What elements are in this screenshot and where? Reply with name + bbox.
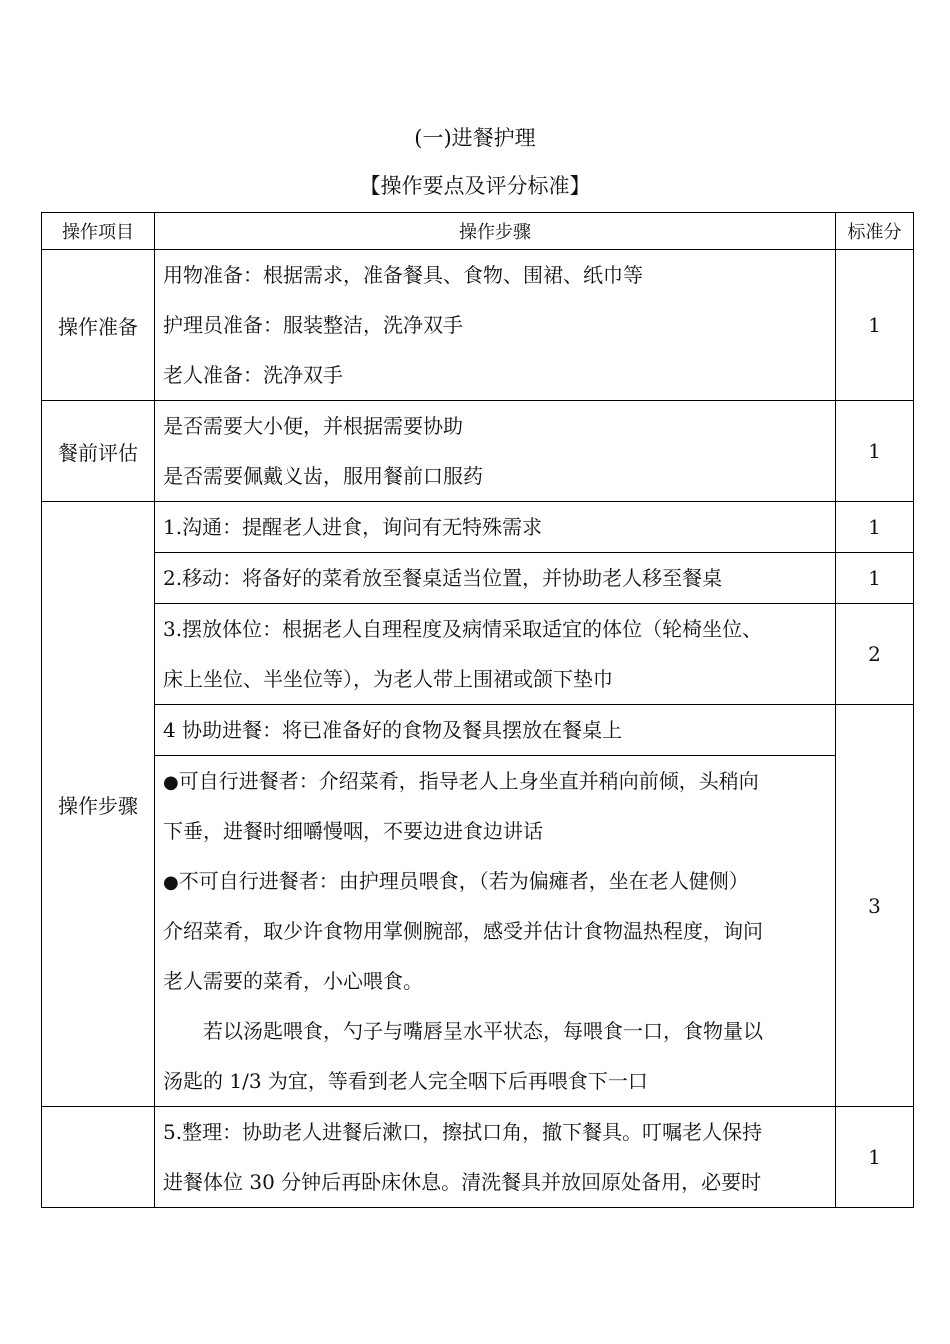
table-row <box>42 401 914 502</box>
page-title: (一)进餐护理 <box>414 126 536 150</box>
score-cell-s5: 1 <box>836 1107 914 1208</box>
text-line: 进餐体位 30 分钟后再卧床休息。清洗餐具并放回原处备用，必要时 <box>163 1170 762 1194</box>
self-feeding-text: 可自行进餐者：介绍菜肴，指导老人上身坐直并稍向前倾，头稍向 <box>178 769 759 793</box>
steps-cell-s1 <box>155 502 836 553</box>
text-line: 老人准备：洗净双手 <box>163 363 343 387</box>
text-line: 用物准备：根据需求，准备餐具、食物、围裙、纸巾等 <box>163 263 643 287</box>
text-line <box>163 756 827 806</box>
steps-cell-prep <box>155 250 836 401</box>
table-row <box>42 250 914 401</box>
text-line: 2.移动：将备好的菜肴放至餐桌适当位置，并协助老人移至餐桌 <box>163 566 723 590</box>
table-row <box>42 705 914 756</box>
text-line: 是否需要佩戴义齿，服用餐前口服药 <box>163 464 483 488</box>
steps-cell-s3 <box>155 604 836 705</box>
table-row <box>42 1107 914 1208</box>
item-cell-empty <box>42 1107 155 1208</box>
text-line: 老人需要的菜肴，小心喂食。 <box>163 969 423 993</box>
text-line: 护理员准备：服装整洁，洗净双手 <box>163 313 463 337</box>
score-cell-assess: 1 <box>836 401 914 502</box>
text-line: 若以汤匙喂食，勺子与嘴唇呈水平状态，每喂食一口，食物量以 <box>203 1019 763 1043</box>
bullet-icon: ● <box>163 772 179 793</box>
item-cell-steps: 操作步骤 <box>42 502 155 1107</box>
assisted-feeding-text: 不可自行进餐者：由护理员喂食，（若为偏瘫者，坐在老人健侧） <box>178 869 749 893</box>
table-row <box>42 756 914 1107</box>
steps-cell-s4-body <box>155 756 836 1107</box>
scoring-table <box>41 212 914 1208</box>
text-line: 下垂，进餐时细嚼慢咽，不要边进食边讲话 <box>163 819 543 843</box>
steps-cell-s4-header <box>155 705 836 756</box>
column-header-item: 操作项目 <box>42 213 155 250</box>
column-header-steps: 操作步骤 <box>155 213 836 250</box>
text-line: 4 协助进餐：将已准备好的食物及餐具摆放在餐桌上 <box>163 718 623 742</box>
table-header-row <box>42 213 914 250</box>
table-row <box>42 553 914 604</box>
column-header-score: 标准分 <box>836 213 914 250</box>
steps-cell-s2 <box>155 553 836 604</box>
steps-cell-assess <box>155 401 836 502</box>
table-row <box>42 502 914 553</box>
text-line: 1.沟通：提醒老人进食，询问有无特殊需求 <box>163 515 543 539</box>
bullet-icon: ● <box>163 872 179 893</box>
text-line: 床上坐位、半坐位等），为老人带上围裙或颌下垫巾 <box>163 667 613 691</box>
table-row <box>42 604 914 705</box>
steps-cell-s5 <box>155 1107 836 1208</box>
score-cell-s4: 3 <box>836 705 914 1107</box>
page-subtitle: 【操作要点及评分标准】 <box>359 174 591 198</box>
text-line: 5.整理：协助老人进餐后漱口，擦拭口角，撤下餐具。叮嘱老人保持 <box>163 1120 763 1144</box>
text-line: 介绍菜肴，取少许食物用掌侧腕部，感受并估计食物温热程度，询问 <box>163 919 763 943</box>
text-line: 汤匙的 1/3 为宜，等看到老人完全咽下后再喂食下一口 <box>163 1069 648 1093</box>
score-cell-s2: 1 <box>836 553 914 604</box>
item-cell-prep: 操作准备 <box>42 250 155 401</box>
text-line: 是否需要大小便，并根据需要协助 <box>163 414 463 438</box>
score-cell-s3: 2 <box>836 604 914 705</box>
item-cell-assess: 餐前评估 <box>42 401 155 502</box>
text-line: 3.摆放体位：根据老人自理程度及病情采取适宜的体位（轮椅坐位、 <box>163 617 763 641</box>
score-cell-s1: 1 <box>836 502 914 553</box>
score-cell-prep: 1 <box>836 250 914 401</box>
text-line <box>163 856 827 906</box>
